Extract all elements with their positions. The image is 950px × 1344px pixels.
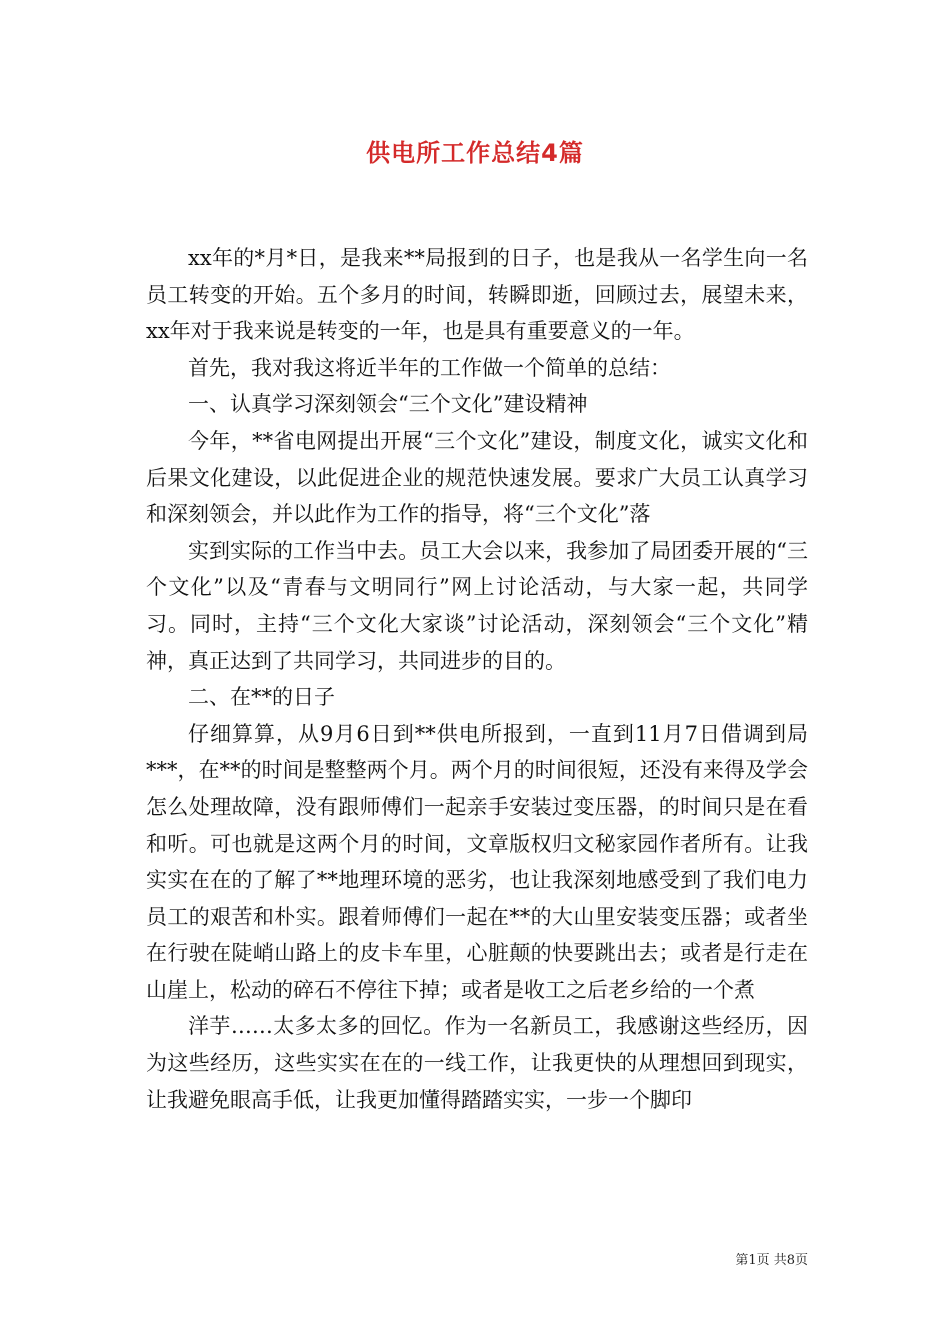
paragraph-field-work: 仔细算算，从9月6日到**供电所报到，一直到11月7日借调到局***，在**的时间是整整两个月。两个月的时间很短，还没有来得及学会怎么处理故障，没有跟师傅们一起亲手安装过变压器，的时间只是在看和听。可也就是这两个月的时间，文章版权归文秘家园作者所有。让我实实在在的了解了**地理环境的恶劣，也让我深刻地感受到了我们电力员工的艰苦和朴实。跟着师傅们一起在**的大山里安装变压器；或者坐在行驶在陡峭山路上的皮卡车里，心脏颠的快要跳出去；或者是行走在山崖上，松动的碎石不停往下掉；或者是收工之后老乡给的一个煮: [146, 721, 808, 1002]
paragraph-culture-continued: 实到实际的工作当中去。员工大会以来，我参加了局团委开展的“三个文化”以及“青春与文明同行”网上讨论活动，与大家一起，共同学习。同时，主持“三个文化大家谈”讨论活动，深刻领会“三个文化”精神，真正达到了共同学习，共同进步的目的。: [146, 538, 808, 673]
page-number: 第1页 共8页: [735, 1253, 808, 1268]
paragraph-memories: 洋芋……太多太多的回忆。作为一名新员工，我感谢这些经历，因为这些经历，这些实实在在的一线工作，让我更快的从理想回到现实，让我避免眼高手低，让我更加懂得踏踏实实，一步一个脚印: [146, 1014, 808, 1112]
document-body: [146, 240, 808, 1118]
paragraph-summary-lead: 首先，我对我这将近半年的工作做一个简单的总结：: [188, 355, 671, 380]
document-title: 供电所工作总结4篇: [366, 139, 584, 167]
section-heading-2: 二、在**的日子: [188, 685, 335, 710]
section-heading-1: 一、认真学习深刻领会“三个文化”建设精神: [188, 392, 588, 417]
paragraph-intro: xx年的*月*日，是我来**局报到的日子，也是我从一名学生向一名员工转变的开始。五个多月的时间，转瞬即逝，回顾过去，展望未来，xx年对于我来说是转变的一年，也是具有重要意义的一年。: [146, 246, 808, 344]
paragraph-culture: 今年，**省电网提出开展“三个文化”建设，制度文化，诚实文化和后果文化建设，以此促进企业的规范快速发展。要求广大员工认真学习和深刻领会，并以此作为工作的指导，将“三个文化”落: [146, 428, 808, 527]
